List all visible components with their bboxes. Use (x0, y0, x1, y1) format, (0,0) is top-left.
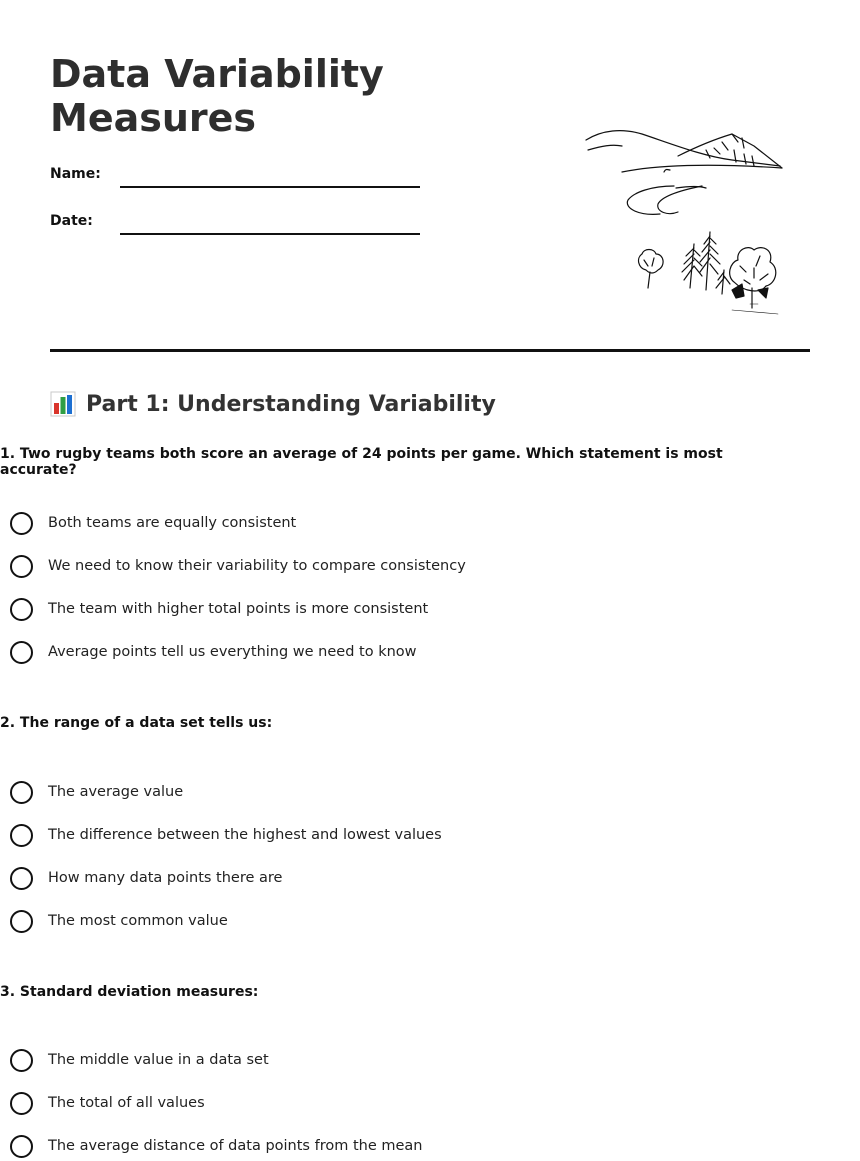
option-label: The team with higher total points is more consistent (48, 601, 429, 617)
option-1b[interactable] (10, 553, 466, 579)
radio-button[interactable] (10, 781, 33, 804)
option-3b[interactable] (10, 1090, 205, 1116)
option-2b[interactable] (10, 822, 442, 848)
option-1a[interactable] (10, 510, 296, 536)
radio-button[interactable] (10, 1135, 33, 1158)
date-line[interactable] (120, 233, 420, 235)
header-divider (50, 349, 810, 352)
question-1: 1. Two rugby teams both score an average of 24 points per game. Which statement is most accurate? (0, 446, 723, 478)
date-label: Date: (50, 213, 93, 229)
option-label: The average distance of data points from the mean (48, 1138, 423, 1154)
worksheet-header (50, 0, 810, 417)
title-line-2: Measures (50, 96, 257, 140)
landscape-sketch-icon (582, 120, 792, 325)
name-line[interactable] (120, 186, 420, 188)
option-3c[interactable] (10, 1133, 422, 1159)
radio-button[interactable] (10, 555, 33, 578)
radio-button[interactable] (10, 867, 33, 890)
name-label: Name: (50, 166, 101, 182)
section-heading (50, 388, 496, 420)
title-line-1: Data Variability (50, 52, 384, 96)
option-label: The most common value (48, 913, 228, 929)
option-label: The difference between the highest and lowest values (48, 827, 442, 843)
worksheet-title (50, 52, 470, 140)
option-2a[interactable] (10, 779, 183, 805)
option-label: Both teams are equally consistent (48, 515, 297, 531)
radio-button[interactable] (10, 824, 33, 847)
option-1d[interactable] (10, 639, 417, 665)
option-label: How many data points there are (48, 870, 283, 886)
radio-button[interactable] (10, 641, 33, 664)
option-label: Average points tell us everything we need to know (48, 644, 417, 660)
option-label: The total of all values (48, 1095, 205, 1111)
option-label: The middle value in a data set (48, 1052, 269, 1068)
option-label: We need to know their variability to compare consistency (48, 558, 466, 574)
radio-button[interactable] (10, 910, 33, 933)
option-1c[interactable] (10, 596, 428, 622)
option-2c[interactable] (10, 865, 282, 891)
radio-button[interactable] (10, 598, 33, 621)
section-title: Part 1: Understanding Variability (86, 391, 496, 417)
radio-button[interactable] (10, 1092, 33, 1115)
question-3: 3. Standard deviation measures: (0, 984, 259, 1000)
question-2: 2. The range of a data set tells us: (0, 715, 273, 731)
bar-chart-icon (50, 391, 76, 417)
name-field[interactable] (50, 166, 420, 190)
option-label: The average value (48, 784, 184, 800)
radio-button[interactable] (10, 512, 33, 535)
option-2d[interactable] (10, 908, 228, 934)
date-field[interactable] (50, 213, 420, 237)
radio-button[interactable] (10, 1049, 33, 1072)
option-3a[interactable] (10, 1047, 269, 1073)
